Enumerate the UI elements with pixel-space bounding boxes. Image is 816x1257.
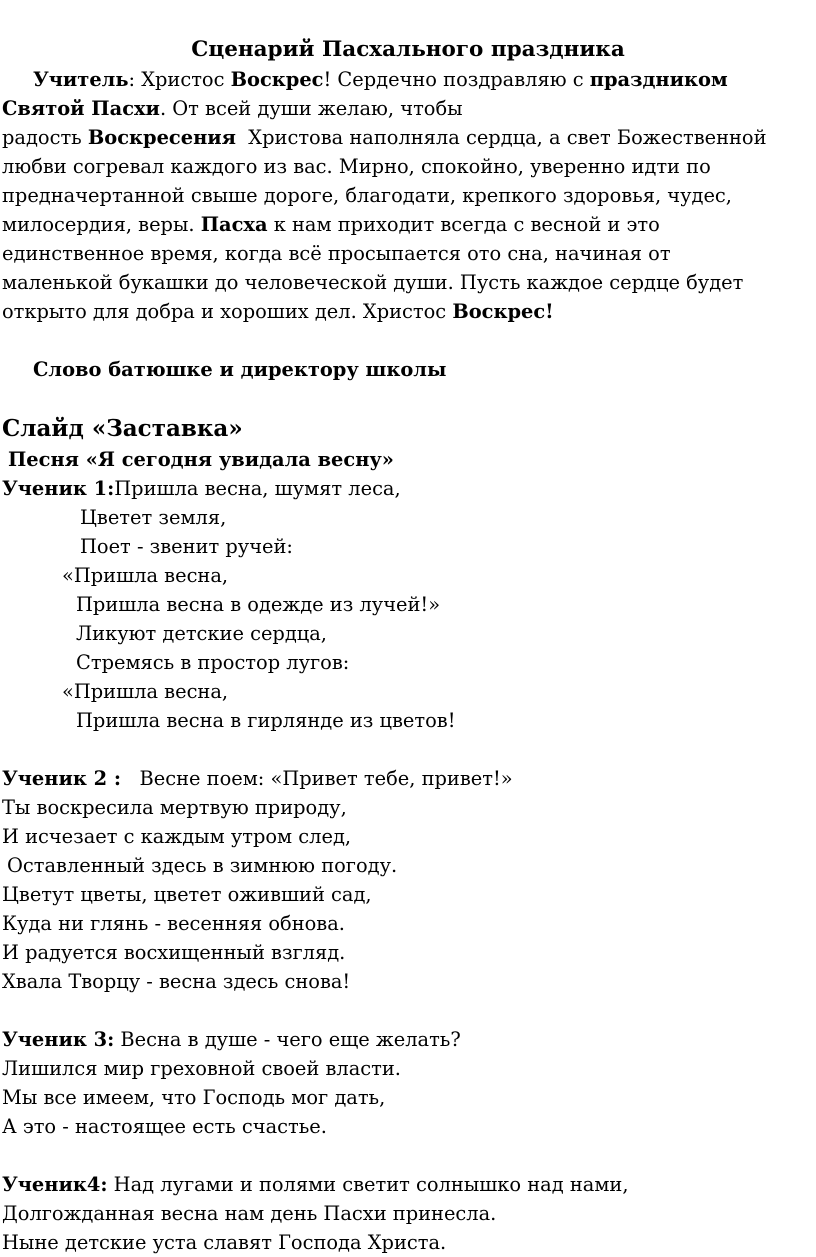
intro-bold: Пасха bbox=[200, 213, 268, 236]
poem-line: Мы все имеем, что Господь мог дать, bbox=[2, 1086, 386, 1109]
student2-first-line bbox=[2, 764, 814, 793]
student3-label: Ученик 3: bbox=[2, 1028, 115, 1051]
poem-line: Оставленный здесь в зимнюю погоду. bbox=[7, 854, 398, 877]
intro-text: к нам приходит всегда с весной и это bbox=[267, 213, 660, 236]
student2-label: Ученик 2 : bbox=[2, 767, 121, 790]
spacer bbox=[2, 1141, 814, 1170]
poem-line: «Пришла весна, bbox=[62, 564, 229, 587]
poem-line: Весна в душе - чего еще желать? bbox=[114, 1028, 461, 1051]
intro-text: Христова наполняла сердца, а свет Божественной bbox=[235, 126, 767, 149]
intro-bold: Святой Пасхи bbox=[2, 97, 160, 120]
intro-text: : Христос bbox=[128, 68, 231, 91]
intro-text: ! Сердечно поздравляю с bbox=[323, 68, 590, 91]
intro-line-2 bbox=[2, 94, 814, 123]
document-title: Сценарий Пасхального праздника bbox=[191, 37, 625, 62]
student1-first-line bbox=[2, 474, 814, 503]
teacher-label: Учитель bbox=[33, 68, 129, 91]
student3-first-line bbox=[2, 1025, 814, 1054]
intro-bold: Воскресения bbox=[87, 126, 236, 149]
poem-line: Хвала Творцу - весна здесь снова! bbox=[2, 970, 351, 993]
student4-first-line bbox=[2, 1170, 814, 1199]
intro-line-4: любви согревал каждого из вас. Мирно, спокойно, уверенно идти по bbox=[2, 155, 711, 178]
intro-line-9 bbox=[2, 297, 814, 326]
word-to-priest-heading: Слово батюшке и директору школы bbox=[33, 358, 447, 381]
intro-bold: Воскрес bbox=[230, 68, 324, 91]
poem-line: Ныне детские уста славят Господа Христа. bbox=[2, 1231, 447, 1254]
intro-line-1 bbox=[2, 65, 814, 94]
poem-line: А это - настоящее есть счастье. bbox=[2, 1115, 327, 1138]
poem-line: «Пришла весна, bbox=[62, 680, 229, 703]
intro-bold: Воскрес! bbox=[452, 300, 554, 323]
poem-line: Лишился мир греховной своей власти. bbox=[2, 1057, 401, 1080]
spacer bbox=[2, 326, 814, 355]
poem-line: Ликуют детские сердца, bbox=[76, 622, 327, 645]
intro-text: . От всей души желаю, чтобы bbox=[159, 97, 463, 120]
song-heading: Песня «Я сегодня увидала весну» bbox=[8, 448, 394, 471]
poem-line: Долгожданная весна нам день Пасхи принесла. bbox=[2, 1202, 497, 1225]
intro-line-8: маленькой букашки до человеческой души. Пусть каждое сердце будет bbox=[2, 271, 744, 294]
poem-line: Ты воскресила мертвую природу, bbox=[2, 796, 347, 819]
spacer bbox=[2, 735, 814, 764]
poem-line: И исчезает с каждым утром след, bbox=[2, 825, 352, 848]
intro-bold: праздником bbox=[589, 68, 728, 91]
poem-line: Пришла весна в гирлянде из цветов! bbox=[76, 709, 456, 732]
intro-line-3 bbox=[2, 123, 814, 152]
poem-line: Над лугами и полями светит солнышко над нами, bbox=[107, 1173, 629, 1196]
intro-line-5: предначертанной свыше дороге, благодати, крепкого здоровья, чудес, bbox=[2, 184, 732, 207]
intro-line-7: единственное время, когда всё просыпается ото сна, начиная от bbox=[2, 242, 671, 265]
document-page bbox=[0, 34, 814, 1257]
slide-heading: Слайд «Заставка» bbox=[2, 415, 243, 442]
intro-text: милосердия, веры. bbox=[2, 213, 201, 236]
intro-line-6 bbox=[2, 210, 814, 239]
poem-line: Цветет земля, bbox=[80, 506, 227, 529]
student4-label: Ученик4: bbox=[2, 1173, 108, 1196]
intro-text: радость bbox=[2, 126, 88, 149]
poem-line: Куда ни глянь - весенняя обнова. bbox=[2, 912, 345, 935]
poem-line: Поет - звенит ручей: bbox=[80, 535, 293, 558]
intro-text: открыто для добра и хороших дел. Христос bbox=[2, 300, 453, 323]
student1-label: Ученик 1: bbox=[2, 477, 115, 500]
spacer bbox=[2, 996, 814, 1025]
poem-line: Пришла весна в одежде из лучей!» bbox=[76, 593, 441, 616]
poem-line: Цветут цветы, цветет оживший сад, bbox=[2, 883, 372, 906]
poem-line: Стремясь в простор лугов: bbox=[76, 651, 350, 674]
spacer bbox=[2, 384, 814, 413]
poem-line: И радуется восхищенный взгляд. bbox=[2, 941, 346, 964]
poem-line: Пришла весна, шумят леса, bbox=[114, 477, 401, 500]
poem-line: Весне поем: «Привет тебе, привет!» bbox=[121, 767, 513, 790]
